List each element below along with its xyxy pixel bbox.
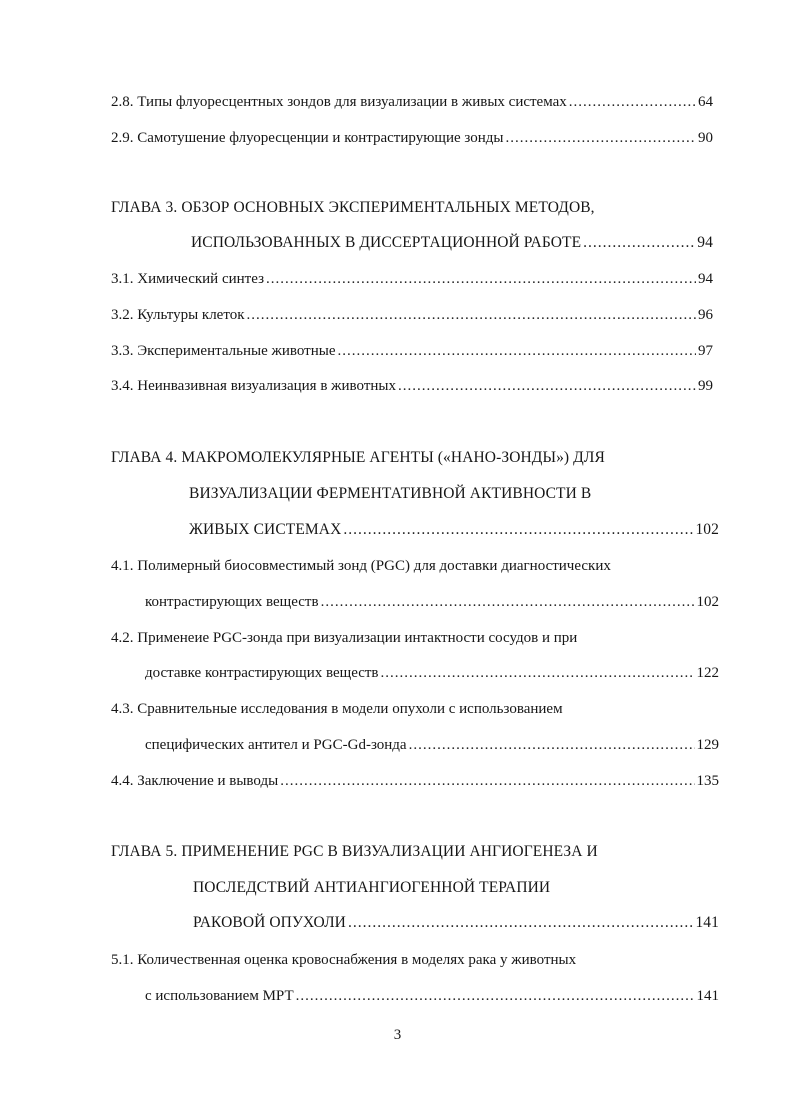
chapter-3-entry <box>191 233 713 253</box>
toc-page: 129 <box>696 737 719 753</box>
chapter-4-heading-line2 <box>189 484 591 504</box>
toc-entry-5-1-cont <box>145 986 719 1006</box>
toc-title: доставке контрастирующих веществ <box>145 665 379 681</box>
dot-leader <box>398 376 696 396</box>
chapter-3-heading <box>111 198 595 218</box>
toc-entry-4-4 <box>111 771 719 791</box>
dot-leader <box>296 986 695 1006</box>
dot-leader <box>246 305 696 325</box>
toc-page: 90 <box>698 130 713 146</box>
chapter-title-line: ВИЗУАЛИЗАЦИИ ФЕРМЕНТАТИВНОЙ АКТИВНОСТИ В <box>189 485 592 502</box>
toc-page: 94 <box>697 234 713 251</box>
toc-title: 3.1. Химический синтез <box>111 271 264 287</box>
chapter-4-entry <box>189 520 719 540</box>
toc-title: контрастирующих веществ <box>145 594 319 610</box>
dot-leader <box>337 341 696 361</box>
chapter-title-line: ЖИВЫХ СИСТЕМАХ <box>189 521 342 538</box>
dot-leader <box>569 92 696 112</box>
toc-entry-5-1 <box>111 950 576 970</box>
toc-entry-2-8 <box>111 92 713 112</box>
toc-entry-3-4 <box>111 376 713 396</box>
page-number: 3 <box>393 1027 402 1043</box>
dot-leader <box>280 771 694 791</box>
toc-title: специфических антител и PGC-Gd-зонда <box>145 737 407 753</box>
toc-page: 122 <box>696 665 719 681</box>
toc-title: 3.4. Неинвазивная визуализация в животных <box>111 378 396 394</box>
toc-title: 4.1. Полимерный биосовместимый зонд (PGC) для доставки диагностических <box>111 558 611 574</box>
toc-page: 99 <box>698 378 713 394</box>
toc-entry-4-2 <box>111 628 577 648</box>
chapter-title-line: ГЛАВА 4. МАКРОМОЛЕКУЛЯРНЫЕ АГЕНТЫ («НАНО-ЗОНДЫ») ДЛЯ <box>111 449 605 466</box>
toc-page: 102 <box>696 594 719 610</box>
toc-page: 141 <box>696 988 719 1004</box>
toc-title: 4.3. Сравнительные исследования в модели опухоли с использованием <box>111 701 563 717</box>
chapter-title-line: ИСПОЛЬЗОВАННЫХ В ДИССЕРТАЦИОННОЙ РАБОТЕ <box>191 234 582 251</box>
chapter-title-line: ПОСЛЕДСТВИЙ АНТИАНГИОГЕННОЙ ТЕРАПИИ <box>193 879 551 896</box>
toc-title: 2.8. Типы флуоресцентных зондов для визуализации в живых системах <box>111 94 567 110</box>
chapter-5-heading <box>111 842 598 862</box>
toc-title: 3.3. Экспериментальные животные <box>111 343 336 359</box>
toc-entry-3-3 <box>111 341 713 361</box>
dot-leader <box>505 128 696 148</box>
toc-title: 4.2. Применеие PGC-зонда при визуализации интактности сосудов и при <box>111 630 578 646</box>
toc-page: 141 <box>695 914 719 931</box>
chapter-5-entry <box>193 913 719 933</box>
toc-entry-4-1 <box>111 556 611 576</box>
chapter-4-heading <box>111 448 605 468</box>
dot-leader <box>321 592 695 612</box>
toc-entry-4-3 <box>111 699 563 719</box>
chapter-5-heading-line2 <box>193 878 550 898</box>
toc-title: 5.1. Количественная оценка кровоснабжения в моделях рака у животных <box>111 952 577 968</box>
toc-title: с использованием МРТ <box>145 988 294 1004</box>
chapter-title-line: ГЛАВА 5. ПРИМЕНЕНИЕ PGC В ВИЗУАЛИЗАЦИИ АНГИОГЕНЕЗА И <box>111 843 598 860</box>
toc-entry-3-1 <box>111 269 713 289</box>
toc-entry-3-2 <box>111 305 713 325</box>
toc-entry-4-2-cont <box>145 663 719 683</box>
toc-page: 96 <box>698 307 713 323</box>
dot-leader <box>381 663 695 683</box>
toc-entry-2-9 <box>111 128 713 148</box>
toc-title: 2.9. Самотушение флуоресценции и контрастирующие зонды <box>111 130 504 146</box>
chapter-title-line: ГЛАВА 3. ОБЗОР ОСНОВНЫХ ЭКСПЕРИМЕНТАЛЬНЫХ МЕТОДОВ, <box>111 199 595 216</box>
toc-page: 135 <box>696 773 719 789</box>
toc-entry-4-3-cont <box>145 735 719 755</box>
dot-leader <box>343 520 693 540</box>
dot-leader <box>266 269 696 289</box>
toc-entry-4-1-cont <box>145 592 719 612</box>
toc-page: 97 <box>698 343 713 359</box>
toc-title: 4.4. Заключение и выводы <box>111 773 279 789</box>
toc-title: 3.2. Культуры клеток <box>111 307 245 323</box>
chapter-title-line: РАКОВОЙ ОПУХОЛИ <box>193 914 346 931</box>
toc-page: 102 <box>695 521 719 538</box>
toc-page: 94 <box>698 271 713 287</box>
toc-page: 64 <box>698 94 713 110</box>
dot-leader <box>348 913 693 933</box>
dot-leader <box>409 735 695 755</box>
dot-leader <box>583 233 695 253</box>
